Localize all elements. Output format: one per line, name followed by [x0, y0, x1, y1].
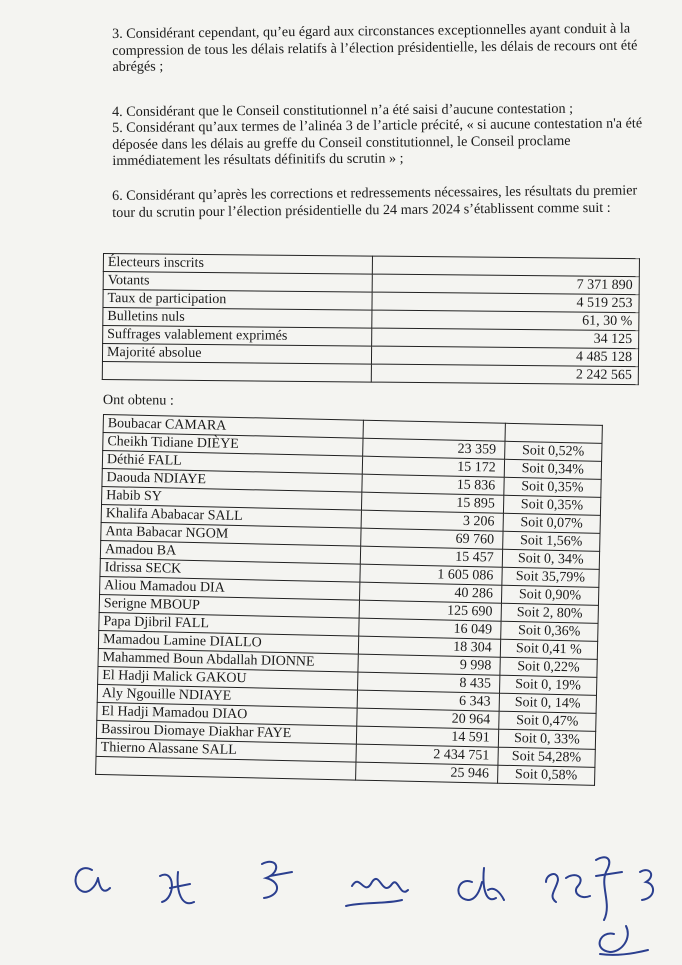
stats-value: 34 125: [372, 328, 639, 349]
candidate-percentage: Soit 2, 80%: [501, 603, 599, 623]
candidate-votes: 6 343: [358, 690, 500, 711]
candidate-votes: 18 304: [359, 636, 501, 657]
candidate-name: Cheikh Tidiane DIÈYE: [103, 433, 364, 457]
paragraph-4: 4. Considérant que le Conseil constitutionnel n’a été saisi d’aucune contestation ;: [112, 100, 574, 120]
candidate-percentage: [505, 423, 603, 443]
candidate-name: Daouda NDIAYE: [102, 468, 363, 492]
candidate-name: El Hadji Mamadou DIAO: [97, 702, 358, 726]
candidate-percentage: Soit 0,52%: [504, 441, 602, 461]
candidate-percentage: Soit 1,56%: [502, 531, 600, 551]
candidate-percentage: Soit 0, 19%: [499, 675, 597, 695]
candidate-votes: 14 591: [357, 726, 499, 747]
paragraph-6: 6. Considérant qu’après les corrections et redressements nécessaires, les résultats du premier tour du scrutin pour l’élection présidentielle du 24 mars 2024 s’établissent comme suit :: [112, 182, 638, 221]
stats-label: Bulletins nuls: [103, 308, 372, 329]
stats-value: 4 519 253: [372, 292, 639, 313]
stats-label: Majorité absolue: [102, 344, 371, 365]
candidate-name: Aly Ngouille NDIAYE: [97, 684, 358, 708]
candidate-votes: 8 435: [358, 672, 500, 693]
candidate-votes: 25 946: [356, 762, 498, 783]
candidate-percentage: Soit 0,35%: [503, 495, 601, 515]
stats-value: 2 242 565: [372, 364, 639, 385]
stats-label: Votants: [103, 272, 372, 293]
candidate-percentage: Soit 0,90%: [501, 585, 599, 605]
candidate-percentage: Soit 0,36%: [500, 621, 598, 641]
stats-label: Suffrages valablement exprimés: [103, 326, 372, 347]
handwritten-initials: [0, 842, 682, 960]
candidate-percentage: Soit 0,47%: [498, 711, 596, 731]
candidate-votes: 69 760: [361, 528, 503, 549]
candidate-name: Anta Babacar NGOM: [101, 522, 362, 546]
candidate-votes: 15 836: [362, 474, 504, 495]
candidate-votes: 15 895: [362, 492, 504, 513]
candidate-votes: 125 690: [359, 600, 501, 621]
candidate-name: Idrissa SECK: [100, 558, 361, 582]
candidate-votes: 1 605 086: [360, 564, 502, 585]
stats-value: 61, 30 %: [372, 310, 639, 331]
candidate-name: Boubacar CAMARA: [103, 415, 364, 439]
candidate-name: Aliou Mamadou DIA: [100, 576, 361, 600]
stats-row: [102, 361, 638, 384]
candidate-name: Mamadou Lamine DIALLO: [98, 630, 359, 654]
stats-label: Électeurs inscrits: [103, 254, 372, 275]
candidate-votes: 15 172: [363, 456, 505, 477]
candidate-name: Papa Djibril FALL: [99, 612, 360, 636]
candidate-percentage: Soit 0,35%: [504, 477, 602, 497]
candidate-name: Serigne MBOUP: [99, 594, 360, 618]
ont-obtenu-label: Ont obtenu :: [102, 392, 174, 409]
candidate-name: Mahammed Boun Abdallah DIONNE: [98, 648, 359, 672]
candidate-votes: 3 206: [361, 510, 503, 531]
candidate-percentage: Soit 0,22%: [500, 657, 598, 677]
candidate-votes: 40 286: [360, 582, 502, 603]
candidate-votes: 2 434 751: [356, 744, 498, 765]
candidates-results-table: [95, 414, 603, 786]
paragraph-3: 3. Considérant cependant, qu’eu égard aux circonstances exceptionnelles ayant conduit à la compression de tous les délais relatifs à l’élection présidentielle, les délais de recours ont été abrégés ;: [112, 20, 638, 75]
candidate-percentage: Soit 0,34%: [504, 459, 602, 479]
candidate-name: Thierno Alassane SALL: [96, 738, 357, 762]
paragraph-5: 5. Considérant qu’aux termes de l’alinéa 3 de l’article précité, « si aucune contestation n'a été déposée dans les délais au greffe du Conseil constitutionnel, le Conseil proclame immédiatement les résultats définitifs du scrutin » ;: [112, 115, 643, 169]
candidate-votes: 16 049: [359, 618, 501, 639]
candidate-percentage: Soit 0,41 %: [500, 639, 598, 659]
candidate-votes: 9 998: [358, 654, 500, 675]
stats-value: 4 485 128: [372, 346, 639, 367]
candidate-name: Bassirou Diomaye Diakhar FAYE: [96, 720, 357, 744]
stats-label: [102, 361, 371, 382]
stats-value: 7 371 890: [372, 274, 639, 295]
signatures-drawing: [0, 842, 682, 960]
candidate-percentage: Soit 54,28%: [498, 747, 596, 767]
candidate-percentage: Soit 0,58%: [497, 765, 595, 785]
candidate-votes: 15 457: [361, 546, 503, 567]
candidate-name: Amadou BA: [100, 540, 361, 564]
candidate-name: Déthié FALL: [102, 451, 363, 475]
candidate-name: Habib SY: [102, 486, 363, 510]
candidate-percentage: Soit 35,79%: [502, 567, 600, 587]
candidate-votes: 20 964: [357, 708, 499, 729]
candidate-percentage: Soit 0,07%: [503, 513, 601, 533]
candidate-percentage: Soit 0, 14%: [499, 693, 597, 713]
candidate-percentage: Soit 0, 34%: [502, 549, 600, 569]
election-stats-table: [102, 253, 640, 385]
candidate-percentage: Soit 0, 33%: [498, 729, 596, 749]
candidate-votes: 23 359: [363, 438, 505, 459]
candidate-name: Khalifa Ababacar SALL: [101, 504, 362, 528]
stats-label: Taux de participation: [103, 290, 372, 311]
candidate-name: El Hadji Malick GAKOU: [98, 666, 359, 690]
